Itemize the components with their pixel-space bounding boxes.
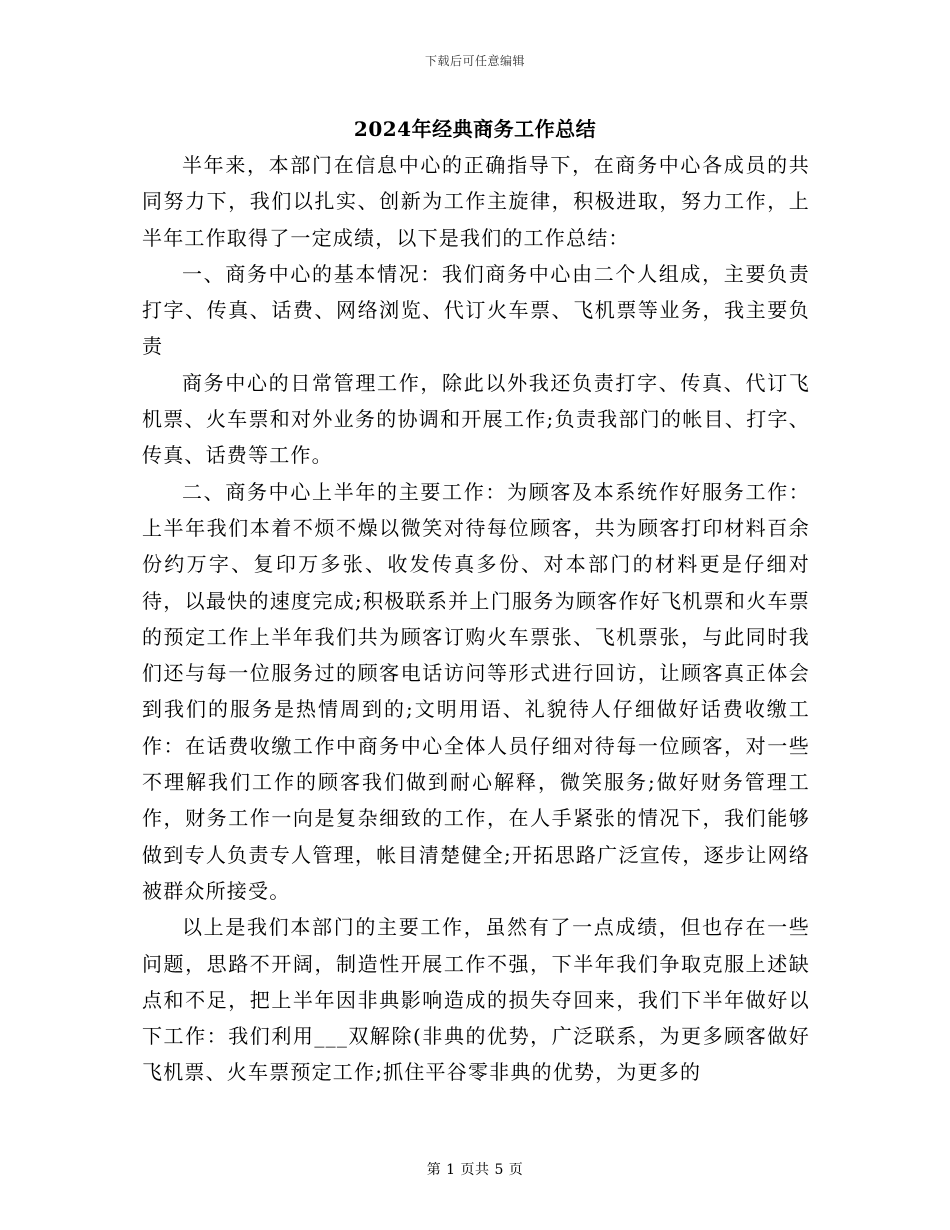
page-header-note: 下载后可任意编辑 — [424, 54, 525, 68]
document-body — [142, 147, 810, 1091]
paragraph-intro: 半年来，本部门在信息中心的正确指导下，在商务中心各成员的共同努力下，我们以扎实、创新为工作主旋律，积极进取，努力工作，上半年工作取得了一定成绩，以下是我们的工作总结： — [142, 153, 810, 250]
paragraph-basic-situation: 一、商务中心的基本情况：我们商务中心由二个人组成，主要负责打字、传真、话费、网络浏览、代订火车票、飞机票等业务，我主要负责 — [142, 261, 810, 359]
paragraph-summary-plan: 以上是我们本部门的主要工作，虽然有了一点成绩，但也存在一些问题，思路不开阔，制造性开展工作不强，下半年我们争取克服上述缺点和不足，把上半年因非典影响造成的损失夺回来，我们下半年做好以下工作：我们利用___双解除(非典的优势，广泛联系，为更多顾客做好飞机票、火车票预定工作;抓住平谷零非典的优势，为更多的 — [142, 915, 810, 1085]
paragraph-daily-management: 商务中心的日常管理工作，除此以外我还负责打字、传真、代订飞机票、火车票和对外业务的协调和开展工作;负责我部门的帐目、打字、传真、话费等工作。 — [142, 370, 810, 468]
page-number-footer: 第 1 页共 5 页 — [426, 1162, 524, 1178]
paragraph-main-work: 二、商务中心上半年的主要工作：为顾客及本系统作好服务工作：上半年我们本着不烦不燥以微笑对待每位顾客，共为顾客打印材料百余份约万字、复印万多张、收发传真多份、对本部门的材料更是仔细对待，以最快的速度完成;积极联系并上门服务为顾客作好飞机票和火车票的预定工作上半年我们共为顾客订购火车票张、飞机票张，与此同时我们还与每一位服务过的顾客电话访问等形式进行回访，让顾客真正体会到我们的服务是热情周到的;文明用语、礼貌待人仔细做好话费收缴工作：在话费收缴工作中商务中心全体人员仔细对待每一位顾客，对一些不理解我们工作的顾客我们做到耐心解释，微笑服务;做好财务管理工作，财务工作一向是复杂细致的工作，在人手紧张的情况下，我们能够做到专人负责专人管理，帐目清楚健全;开拓思路广泛宣传，逐步让网络被群众所接受。 — [142, 479, 810, 903]
document-title: 2024年经典商务工作总结 — [353, 117, 597, 141]
